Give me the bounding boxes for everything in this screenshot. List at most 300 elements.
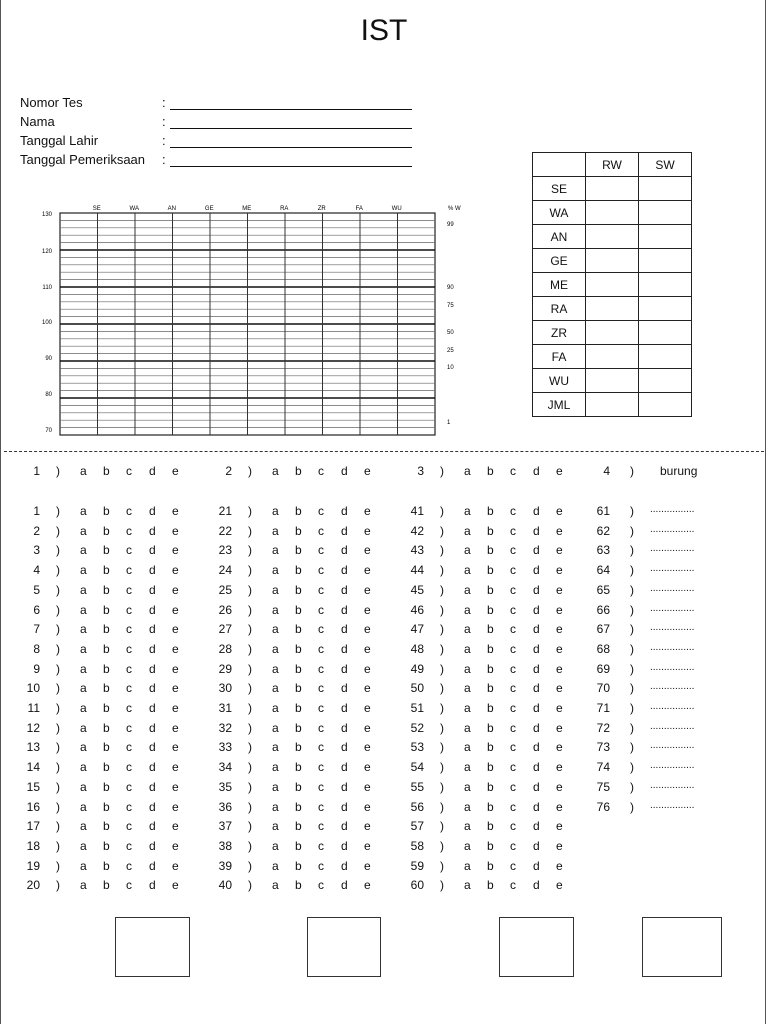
- answer-blank[interactable]: ................: [650, 701, 695, 712]
- score-table-cell[interactable]: [586, 393, 639, 417]
- score-table-cell[interactable]: [639, 297, 692, 321]
- choice-a[interactable]: a: [80, 878, 87, 892]
- choice-a[interactable]: a: [464, 622, 471, 636]
- answer-blank[interactable]: ................: [650, 780, 695, 791]
- choice-c[interactable]: c: [318, 662, 324, 676]
- choice-e[interactable]: e: [556, 681, 563, 695]
- choice-a[interactable]: a: [80, 524, 87, 538]
- choice-b[interactable]: b: [295, 681, 302, 695]
- answer-blank[interactable]: ................: [650, 583, 695, 594]
- choice-c[interactable]: c: [510, 543, 516, 557]
- choice-a[interactable]: a: [272, 603, 279, 617]
- choice-e[interactable]: e: [364, 543, 371, 557]
- choice-d[interactable]: d: [341, 721, 348, 735]
- answer-blank[interactable]: ................: [650, 603, 695, 614]
- choice-c[interactable]: c: [126, 543, 132, 557]
- score-table-cell[interactable]: [586, 345, 639, 369]
- choice-e[interactable]: e: [364, 721, 371, 735]
- choice-a[interactable]: a: [272, 780, 279, 794]
- choice-b[interactable]: b: [295, 859, 302, 873]
- choice-c[interactable]: c: [318, 701, 324, 715]
- answer-blank[interactable]: ................: [650, 622, 695, 633]
- choice-a[interactable]: a: [464, 701, 471, 715]
- choice-a[interactable]: a: [464, 662, 471, 676]
- choice-a[interactable]: a: [80, 839, 87, 853]
- choice-b[interactable]: b: [103, 839, 110, 853]
- choice-b[interactable]: b: [103, 721, 110, 735]
- answer-blank[interactable]: ................: [650, 721, 695, 732]
- choice-c[interactable]: c: [510, 524, 516, 538]
- choice-a[interactable]: a: [272, 701, 279, 715]
- choice-c[interactable]: c: [126, 800, 132, 814]
- choice-c[interactable]: c: [510, 622, 516, 636]
- answer-blank[interactable]: ................: [650, 681, 695, 692]
- choice-b[interactable]: b: [295, 603, 302, 617]
- score-table-cell[interactable]: [586, 249, 639, 273]
- choice-b[interactable]: b: [487, 819, 494, 833]
- choice-b[interactable]: b: [487, 603, 494, 617]
- choice-d[interactable]: d: [149, 859, 156, 873]
- choice-b[interactable]: b: [103, 622, 110, 636]
- choice-c[interactable]: c: [318, 642, 324, 656]
- answer-blank[interactable]: ................: [650, 760, 695, 771]
- choice-d[interactable]: d: [533, 642, 540, 656]
- choice-c[interactable]: c: [126, 622, 132, 636]
- choice-d[interactable]: d: [533, 701, 540, 715]
- choice-c[interactable]: c: [126, 721, 132, 735]
- choice-e[interactable]: e: [556, 878, 563, 892]
- choice-d[interactable]: d: [149, 780, 156, 794]
- score-table-cell[interactable]: [586, 321, 639, 345]
- choice-a[interactable]: a: [272, 740, 279, 754]
- choice-e[interactable]: e: [172, 563, 179, 577]
- choice-d[interactable]: d: [149, 543, 156, 557]
- choice-e[interactable]: e: [172, 603, 179, 617]
- choice-e[interactable]: e: [172, 721, 179, 735]
- choice-d[interactable]: d: [533, 878, 540, 892]
- choice-a[interactable]: a: [80, 780, 87, 794]
- choice-c[interactable]: c: [318, 681, 324, 695]
- choice-d[interactable]: d: [149, 839, 156, 853]
- choice-c[interactable]: c: [126, 780, 132, 794]
- choice-c[interactable]: c: [126, 740, 132, 754]
- choice-d[interactable]: d: [149, 563, 156, 577]
- choice-d[interactable]: d: [533, 760, 540, 774]
- choice-d[interactable]: d: [341, 622, 348, 636]
- choice-e[interactable]: e: [364, 701, 371, 715]
- choice-e[interactable]: e: [364, 603, 371, 617]
- score-box-4[interactable]: [642, 917, 722, 977]
- choice-b[interactable]: b: [103, 583, 110, 597]
- choice-d[interactable]: d: [533, 563, 540, 577]
- choice-b[interactable]: b: [103, 543, 110, 557]
- choice-d[interactable]: d: [149, 819, 156, 833]
- choice-a[interactable]: a: [272, 662, 279, 676]
- choice-c[interactable]: c: [510, 701, 516, 715]
- choice-e[interactable]: e: [364, 800, 371, 814]
- choice-d[interactable]: d: [149, 878, 156, 892]
- choice-d[interactable]: d: [341, 819, 348, 833]
- choice-e[interactable]: e: [172, 701, 179, 715]
- choice-d[interactable]: d: [341, 603, 348, 617]
- choice-b[interactable]: b: [295, 701, 302, 715]
- choice-b[interactable]: b: [295, 543, 302, 557]
- choice-e[interactable]: e: [172, 681, 179, 695]
- choice-b[interactable]: b: [487, 543, 494, 557]
- choice-e[interactable]: e: [364, 662, 371, 676]
- choice-d[interactable]: d: [341, 543, 348, 557]
- choice-e[interactable]: e: [364, 464, 371, 478]
- choice-b[interactable]: b: [103, 878, 110, 892]
- choice-d[interactable]: d: [533, 662, 540, 676]
- choice-c[interactable]: c: [510, 464, 516, 478]
- choice-e[interactable]: e: [172, 622, 179, 636]
- choice-e[interactable]: e: [364, 504, 371, 518]
- choice-a[interactable]: a: [464, 504, 471, 518]
- choice-b[interactable]: b: [487, 878, 494, 892]
- choice-c[interactable]: c: [126, 681, 132, 695]
- choice-c[interactable]: c: [318, 622, 324, 636]
- choice-d[interactable]: d: [149, 603, 156, 617]
- score-table-cell[interactable]: [639, 321, 692, 345]
- choice-c[interactable]: c: [510, 662, 516, 676]
- choice-b[interactable]: b: [295, 819, 302, 833]
- choice-b[interactable]: b: [295, 760, 302, 774]
- choice-b[interactable]: b: [103, 662, 110, 676]
- choice-d[interactable]: d: [533, 504, 540, 518]
- choice-d[interactable]: d: [533, 681, 540, 695]
- choice-c[interactable]: c: [126, 464, 132, 478]
- choice-c[interactable]: c: [318, 524, 324, 538]
- choice-a[interactable]: a: [464, 780, 471, 794]
- choice-c[interactable]: c: [510, 721, 516, 735]
- choice-d[interactable]: d: [149, 662, 156, 676]
- choice-b[interactable]: b: [487, 642, 494, 656]
- choice-a[interactable]: a: [464, 721, 471, 735]
- choice-d[interactable]: d: [341, 878, 348, 892]
- choice-a[interactable]: a: [80, 681, 87, 695]
- choice-b[interactable]: b: [103, 701, 110, 715]
- choice-a[interactable]: a: [464, 583, 471, 597]
- choice-d[interactable]: d: [533, 819, 540, 833]
- choice-b[interactable]: b: [487, 563, 494, 577]
- choice-a[interactable]: a: [272, 878, 279, 892]
- choice-a[interactable]: a: [80, 721, 87, 735]
- choice-a[interactable]: a: [272, 721, 279, 735]
- score-table-cell[interactable]: [586, 177, 639, 201]
- choice-b[interactable]: b: [103, 800, 110, 814]
- choice-e[interactable]: e: [556, 524, 563, 538]
- choice-b[interactable]: b: [103, 819, 110, 833]
- choice-d[interactable]: d: [149, 681, 156, 695]
- choice-d[interactable]: d: [149, 464, 156, 478]
- choice-b[interactable]: b: [103, 524, 110, 538]
- choice-d[interactable]: d: [341, 839, 348, 853]
- choice-d[interactable]: d: [533, 464, 540, 478]
- choice-d[interactable]: d: [341, 740, 348, 754]
- choice-e[interactable]: e: [556, 859, 563, 873]
- choice-b[interactable]: b: [103, 603, 110, 617]
- choice-b[interactable]: b: [103, 642, 110, 656]
- choice-c[interactable]: c: [126, 839, 132, 853]
- choice-e[interactable]: e: [364, 622, 371, 636]
- choice-a[interactable]: a: [464, 543, 471, 557]
- choice-e[interactable]: e: [556, 780, 563, 794]
- choice-c[interactable]: c: [510, 859, 516, 873]
- choice-e[interactable]: e: [556, 464, 563, 478]
- choice-c[interactable]: c: [126, 662, 132, 676]
- choice-c[interactable]: c: [126, 504, 132, 518]
- score-table-cell[interactable]: [586, 297, 639, 321]
- choice-d[interactable]: d: [533, 800, 540, 814]
- choice-a[interactable]: a: [80, 800, 87, 814]
- choice-a[interactable]: a: [272, 524, 279, 538]
- choice-c[interactable]: c: [318, 800, 324, 814]
- choice-a[interactable]: a: [464, 740, 471, 754]
- choice-a[interactable]: a: [272, 642, 279, 656]
- choice-b[interactable]: b: [295, 662, 302, 676]
- choice-d[interactable]: d: [149, 524, 156, 538]
- choice-c[interactable]: c: [126, 878, 132, 892]
- choice-e[interactable]: e: [556, 839, 563, 853]
- choice-a[interactable]: a: [80, 642, 87, 656]
- choice-a[interactable]: a: [464, 642, 471, 656]
- score-table-cell[interactable]: [586, 369, 639, 393]
- choice-d[interactable]: d: [149, 760, 156, 774]
- choice-e[interactable]: e: [364, 583, 371, 597]
- choice-e[interactable]: e: [364, 859, 371, 873]
- answer-blank[interactable]: ................: [650, 504, 695, 515]
- choice-e[interactable]: e: [556, 760, 563, 774]
- choice-c[interactable]: c: [510, 878, 516, 892]
- answer-blank[interactable]: ................: [650, 543, 695, 554]
- choice-e[interactable]: e: [364, 819, 371, 833]
- choice-a[interactable]: a: [272, 681, 279, 695]
- choice-b[interactable]: b: [103, 504, 110, 518]
- choice-e[interactable]: e: [556, 622, 563, 636]
- choice-a[interactable]: a: [464, 839, 471, 853]
- choice-a[interactable]: a: [272, 464, 279, 478]
- choice-e[interactable]: e: [556, 563, 563, 577]
- choice-e[interactable]: e: [364, 760, 371, 774]
- choice-d[interactable]: d: [341, 760, 348, 774]
- choice-c[interactable]: c: [318, 603, 324, 617]
- choice-e[interactable]: e: [556, 603, 563, 617]
- choice-c[interactable]: c: [510, 780, 516, 794]
- choice-a[interactable]: a: [80, 859, 87, 873]
- choice-d[interactable]: d: [341, 859, 348, 873]
- choice-c[interactable]: c: [318, 859, 324, 873]
- choice-e[interactable]: e: [172, 819, 179, 833]
- choice-e[interactable]: e: [364, 563, 371, 577]
- choice-e[interactable]: e: [172, 859, 179, 873]
- choice-c[interactable]: c: [126, 760, 132, 774]
- choice-b[interactable]: b: [295, 622, 302, 636]
- score-table-cell[interactable]: [639, 393, 692, 417]
- choice-e[interactable]: e: [364, 878, 371, 892]
- choice-d[interactable]: d: [149, 583, 156, 597]
- choice-b[interactable]: b: [487, 760, 494, 774]
- choice-b[interactable]: b: [487, 622, 494, 636]
- choice-e[interactable]: e: [172, 740, 179, 754]
- choice-e[interactable]: e: [172, 780, 179, 794]
- score-table-cell[interactable]: [639, 369, 692, 393]
- choice-d[interactable]: d: [533, 740, 540, 754]
- choice-e[interactable]: e: [556, 701, 563, 715]
- choice-a[interactable]: a: [464, 878, 471, 892]
- score-table-cell[interactable]: [639, 201, 692, 225]
- choice-a[interactable]: a: [80, 662, 87, 676]
- choice-a[interactable]: a: [464, 859, 471, 873]
- choice-c[interactable]: c: [318, 583, 324, 597]
- choice-b[interactable]: b: [295, 524, 302, 538]
- choice-e[interactable]: e: [172, 504, 179, 518]
- choice-d[interactable]: d: [533, 524, 540, 538]
- choice-b[interactable]: b: [487, 859, 494, 873]
- choice-a[interactable]: a: [80, 740, 87, 754]
- choice-d[interactable]: d: [341, 504, 348, 518]
- choice-c[interactable]: c: [510, 760, 516, 774]
- choice-e[interactable]: e: [172, 800, 179, 814]
- choice-d[interactable]: d: [341, 563, 348, 577]
- choice-d[interactable]: d: [341, 464, 348, 478]
- choice-b[interactable]: b: [103, 464, 110, 478]
- choice-c[interactable]: c: [510, 583, 516, 597]
- choice-a[interactable]: a: [464, 681, 471, 695]
- choice-c[interactable]: c: [126, 524, 132, 538]
- score-table-cell[interactable]: [586, 201, 639, 225]
- score-box-3[interactable]: [499, 917, 574, 977]
- choice-c[interactable]: c: [126, 859, 132, 873]
- choice-a[interactable]: a: [80, 603, 87, 617]
- choice-a[interactable]: a: [464, 603, 471, 617]
- choice-e[interactable]: e: [172, 642, 179, 656]
- choice-c[interactable]: c: [318, 543, 324, 557]
- choice-d[interactable]: d: [149, 800, 156, 814]
- choice-b[interactable]: b: [103, 760, 110, 774]
- answer-blank[interactable]: ................: [650, 563, 695, 574]
- choice-b[interactable]: b: [487, 701, 494, 715]
- choice-e[interactable]: e: [172, 464, 179, 478]
- choice-d[interactable]: d: [149, 740, 156, 754]
- choice-d[interactable]: d: [341, 662, 348, 676]
- choice-b[interactable]: b: [295, 721, 302, 735]
- choice-a[interactable]: a: [464, 819, 471, 833]
- choice-c[interactable]: c: [510, 740, 516, 754]
- choice-b[interactable]: b: [103, 681, 110, 695]
- choice-e[interactable]: e: [172, 662, 179, 676]
- choice-c[interactable]: c: [318, 464, 324, 478]
- choice-e[interactable]: e: [172, 543, 179, 557]
- choice-e[interactable]: e: [556, 543, 563, 557]
- choice-b[interactable]: b: [487, 583, 494, 597]
- choice-c[interactable]: c: [318, 878, 324, 892]
- choice-d[interactable]: d: [149, 504, 156, 518]
- choice-e[interactable]: e: [364, 839, 371, 853]
- choice-c[interactable]: c: [510, 839, 516, 853]
- choice-c[interactable]: c: [510, 681, 516, 695]
- choice-c[interactable]: c: [126, 701, 132, 715]
- answer-blank[interactable]: ................: [650, 740, 695, 751]
- choice-d[interactable]: d: [533, 859, 540, 873]
- choice-c[interactable]: c: [126, 819, 132, 833]
- choice-d[interactable]: d: [533, 543, 540, 557]
- choice-b[interactable]: b: [295, 563, 302, 577]
- choice-b[interactable]: b: [487, 681, 494, 695]
- choice-b[interactable]: b: [295, 878, 302, 892]
- choice-b[interactable]: b: [295, 800, 302, 814]
- choice-a[interactable]: a: [464, 464, 471, 478]
- choice-e[interactable]: e: [556, 740, 563, 754]
- score-table-cell[interactable]: [639, 225, 692, 249]
- choice-e[interactable]: e: [556, 504, 563, 518]
- choice-d[interactable]: d: [341, 583, 348, 597]
- choice-b[interactable]: b: [103, 740, 110, 754]
- choice-b[interactable]: b: [487, 740, 494, 754]
- choice-e[interactable]: e: [364, 780, 371, 794]
- choice-e[interactable]: e: [172, 839, 179, 853]
- choice-d[interactable]: d: [341, 800, 348, 814]
- choice-b[interactable]: b: [295, 504, 302, 518]
- choice-d[interactable]: d: [533, 622, 540, 636]
- choice-b[interactable]: b: [487, 524, 494, 538]
- choice-a[interactable]: a: [80, 760, 87, 774]
- choice-c[interactable]: c: [318, 721, 324, 735]
- choice-e[interactable]: e: [172, 878, 179, 892]
- choice-a[interactable]: a: [80, 622, 87, 636]
- choice-d[interactable]: d: [533, 839, 540, 853]
- choice-c[interactable]: c: [510, 819, 516, 833]
- score-table-cell[interactable]: [639, 345, 692, 369]
- score-box-2[interactable]: [307, 917, 381, 977]
- choice-a[interactable]: a: [272, 760, 279, 774]
- choice-c[interactable]: c: [510, 642, 516, 656]
- choice-b[interactable]: b: [487, 721, 494, 735]
- choice-a[interactable]: a: [80, 563, 87, 577]
- choice-b[interactable]: b: [103, 780, 110, 794]
- choice-e[interactable]: e: [172, 583, 179, 597]
- choice-a[interactable]: a: [272, 800, 279, 814]
- choice-a[interactable]: a: [272, 839, 279, 853]
- choice-d[interactable]: d: [533, 583, 540, 597]
- choice-a[interactable]: a: [80, 543, 87, 557]
- choice-b[interactable]: b: [487, 464, 494, 478]
- choice-b[interactable]: b: [103, 859, 110, 873]
- choice-e[interactable]: e: [556, 642, 563, 656]
- choice-a[interactable]: a: [272, 504, 279, 518]
- choice-b[interactable]: b: [295, 583, 302, 597]
- choice-c[interactable]: c: [510, 800, 516, 814]
- choice-c[interactable]: c: [318, 819, 324, 833]
- choice-b[interactable]: b: [295, 780, 302, 794]
- score-table-cell[interactable]: [639, 273, 692, 297]
- choice-d[interactable]: d: [341, 524, 348, 538]
- choice-e[interactable]: e: [364, 681, 371, 695]
- score-table-cell[interactable]: [639, 177, 692, 201]
- answer-blank[interactable]: ................: [650, 800, 695, 811]
- choice-b[interactable]: b: [295, 839, 302, 853]
- choice-e[interactable]: e: [556, 583, 563, 597]
- choice-a[interactable]: a: [272, 563, 279, 577]
- choice-d[interactable]: d: [149, 622, 156, 636]
- choice-c[interactable]: c: [318, 740, 324, 754]
- choice-a[interactable]: a: [464, 563, 471, 577]
- choice-b[interactable]: b: [295, 464, 302, 478]
- choice-e[interactable]: e: [364, 524, 371, 538]
- answer-blank[interactable]: ................: [650, 642, 695, 653]
- choice-d[interactable]: d: [149, 642, 156, 656]
- choice-c[interactable]: c: [318, 760, 324, 774]
